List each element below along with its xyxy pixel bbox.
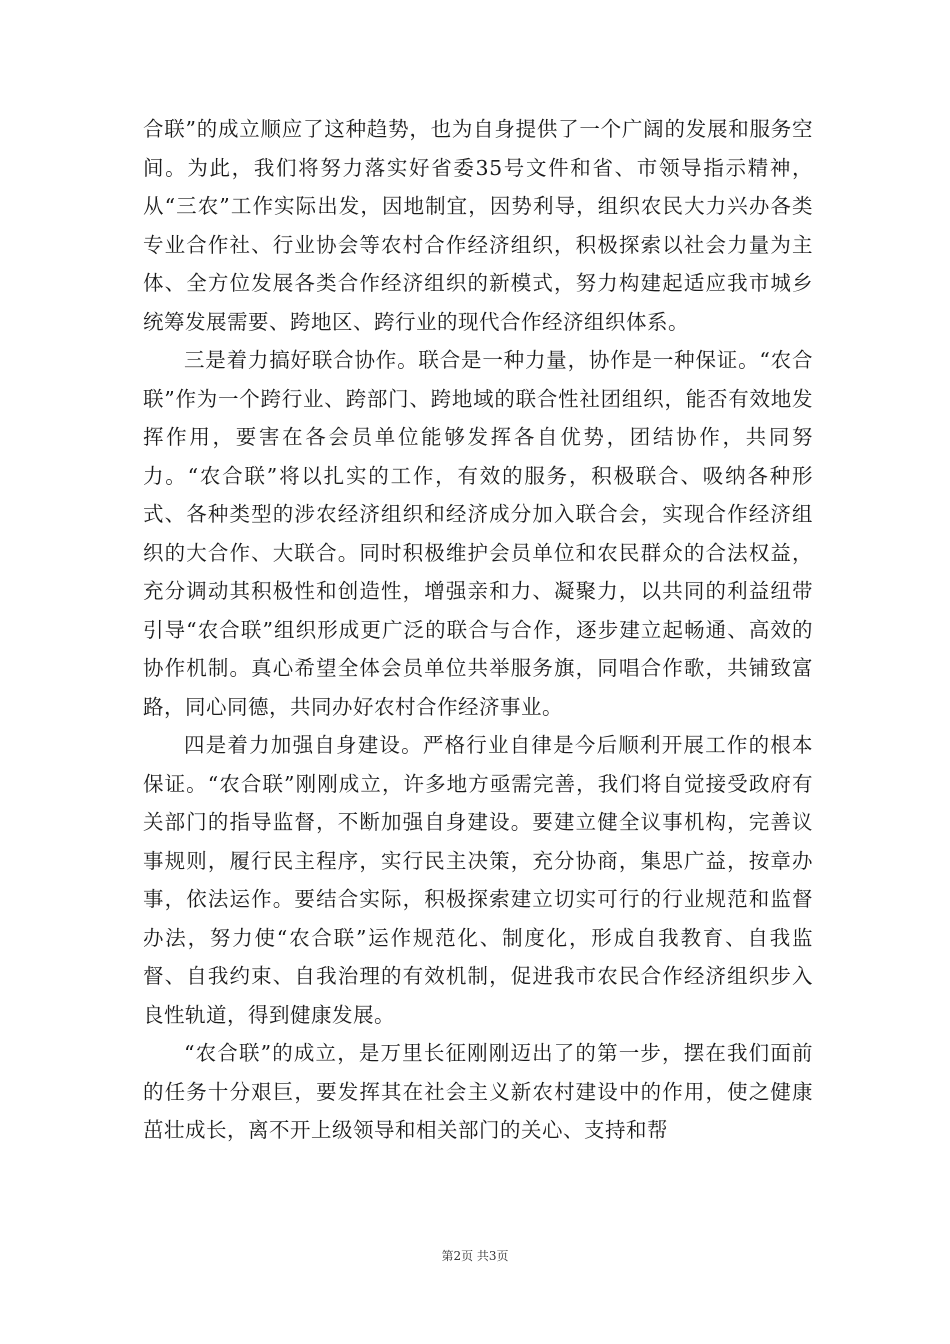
paragraph-conclusion: “农合联”的成立，是万里长征刚刚迈出了的第一步，摆在我们面前的任务十分艰巨，要发挥其在社会主义新农村建设中的作用，使之健康茁壮成长，离不开上级领导和相关部门的关心、支持和帮 <box>143 1041 813 1142</box>
paragraph-continuation: 合联”的成立顺应了这种趋势，也为自身提供了一个广阔的发展和服务空间。为此，我们将努力落实好省委35号文件和省、市领导指示精神，从“三农”工作实际出发，因地制宜，因势利导，组织农民大力兴办各类专业合作社、行业协会等农村合作经济组织，积极探索以社会力量为主体、全方位发展各类合作经济组织的新模式，努力构建起适应我市城乡统筹发展需要、跨地区、跨行业的现代合作经济组织体系。 <box>143 117 813 334</box>
page-footer <box>0 1247 950 1264</box>
paragraph-self-building: 四是着力加强自身建设。严格行业自律是今后顺利开展工作的根本保证。“农合联”刚刚成立，许多地方亟需完善，我们将自觉接受政府有关部门的指导监督，不断加强自身建设。要建立健全议事机构，完善议事规则，履行民主程序，实行民主决策，充分协商，集思广益，按章办事，依法运作。要结合实际，积极探索建立切实可行的行业规范和监督办法，努力使“农合联”运作规范化、制度化，形成自我教育、自我监督、自我约束、自我治理的有效机制，促进我市农民合作经济组织步入良性轨道，得到健康发展。 <box>143 733 813 1027</box>
page-number: 第2页 共3页 <box>441 1249 509 1263</box>
paragraph-cooperation: 三是着力搞好联合协作。联合是一种力量，协作是一种保证。“农合联”作为一个跨行业、跨部门、跨地域的联合性社团组织，能否有效地发挥作用，要害在各会员单位能够发挥各自优势，团结协作，共同努力。“农合联”将以扎实的工作，有效的服务，积极联合、吸纳各种形式、各种类型的涉农经济组织和经济成分加入联合会，实现合作经济组织的大合作、大联合。同时积极维护会员单位和农民群众的合法权益，充分调动其积极性和创造性，增强亲和力、凝聚力，以共同的利益纽带引导“农合联”组织形成更广泛的联合与合作，逐步建立起畅通、高效的协作机制。真心希望全体会员单位共举服务旗，同唱合作歌，共铺致富路，同心同德，共同办好农村合作经济事业。 <box>143 348 813 719</box>
document-body <box>143 110 813 1150</box>
